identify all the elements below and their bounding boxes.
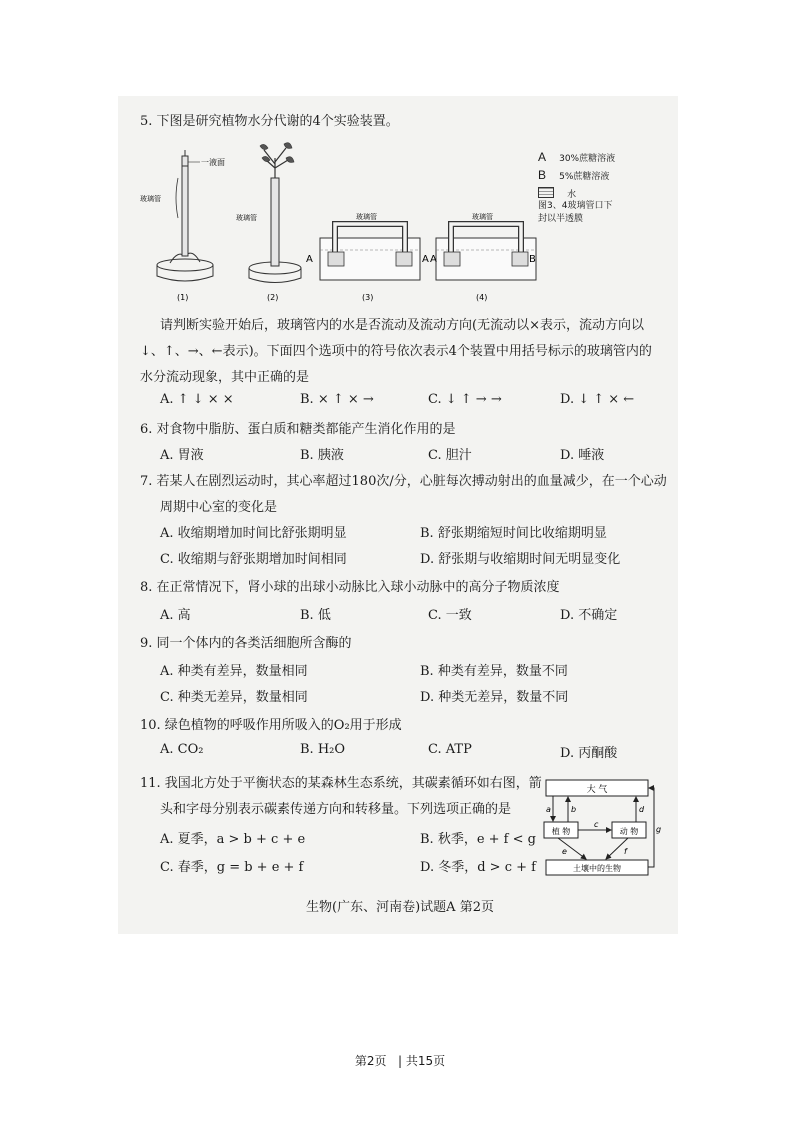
q7-stem-line2: 周期中心室的变化是 [160, 500, 278, 515]
q7-option-a[interactable]: A. 收缩期增加时间比舒张期明显 [160, 526, 347, 541]
glass-tube-label-4: 玻璃管 [472, 213, 493, 221]
q8-stem: 8. 在正常情况下，肾小球的出球小动脉比入球小动脉中的高分子物质浓度 [140, 580, 560, 595]
legend-a-key: A [538, 150, 547, 164]
a-label-4: A [430, 254, 437, 265]
q6-option-b[interactable]: B. 胰液 [300, 448, 344, 463]
arrow-f-label: f [624, 847, 627, 856]
q5-apparatus-figure [140, 138, 540, 308]
arrow-c-label: c [594, 820, 599, 829]
q10-option-d[interactable]: D. 丙酮酸 [560, 746, 618, 761]
carbon-cycle-diagram [536, 776, 660, 880]
caption-2: (2) [267, 293, 279, 302]
q11-stem-line2: 头和字母分别表示碳素传递方向和转移量。下列选项正确的是 [160, 802, 512, 817]
q6-option-c[interactable]: C. 胆汁 [428, 448, 472, 463]
legend-note-2: 封以半透膜 [538, 214, 584, 224]
q9-option-c[interactable]: C. 种类无差异，数量相同 [160, 690, 308, 705]
soil-label: 土壤中的生物 [573, 864, 621, 873]
q11-stem-line1: 11. 我国北方处于平衡状态的某森林生态系统，其碳素循环如右图，箭 [140, 776, 542, 791]
q11-option-c[interactable]: C. 春季，g = b + e + f [160, 860, 304, 875]
q10-option-a[interactable]: A. CO₂ [160, 742, 204, 757]
a-label-left: A [306, 254, 313, 265]
q5-desc-line2: ↓、↑、→、←表示)。下面四个选项中的符号依次表示4个装置中用括号标示的玻璃管内的 [140, 344, 652, 359]
q11-option-b[interactable]: B. 秋季，e + f < g [420, 832, 536, 847]
q9-option-d[interactable]: D. 种类无差异，数量不同 [420, 690, 569, 705]
q9-stem: 9. 同一个体内的各类活细胞所含酶的 [140, 636, 352, 651]
arrow-b-label: b [571, 805, 577, 814]
glass-tube-label-3: 玻璃管 [356, 213, 377, 221]
q9-option-a[interactable]: A. 种类有差异，数量相同 [160, 664, 308, 679]
legend-b-text: 5%蔗糖溶液 [559, 172, 610, 182]
q7-stem-line1: 7. 若某人在剧烈运动时，其心率超过180次/分，心脏每次搏动射出的血量减少，在一个心动 [140, 474, 667, 489]
q6-stem: 6. 对食物中脂肪、蛋白质和糖类都能产生消化作用的是 [140, 422, 456, 437]
q8-option-c[interactable]: C. 一致 [428, 608, 472, 623]
atmosphere-label: 大 气 [586, 785, 608, 795]
q8-option-a[interactable]: A. 高 [160, 608, 191, 623]
q5-option-b[interactable]: B. × ↑ × → [300, 392, 374, 407]
apparatus-1 [140, 150, 225, 281]
q5-option-d[interactable]: D. ↓ ↑ × ← [560, 392, 635, 407]
q5-desc-line1: 请判断实验开始后，玻璃管内的水是否流动及流动方向(无流动以×表示，流动方向以 [160, 318, 644, 333]
q5-option-c[interactable]: C. ↓ ↑ → → [428, 392, 502, 407]
animal-label: 动 物 [619, 827, 639, 836]
water-swatch [538, 187, 554, 198]
apparatus-2 [236, 143, 301, 283]
a-label-right: A [422, 254, 429, 265]
arrow-e-label: e [562, 847, 567, 856]
legend-b-key: B [538, 168, 547, 182]
q6-option-d[interactable]: D. 唾液 [560, 448, 605, 463]
caption-4: (4) [476, 293, 488, 302]
plant-label: 植 物 [551, 827, 571, 836]
arrow-g-label: g [656, 825, 662, 834]
q10-option-c[interactable]: C. ATP [428, 742, 472, 757]
glass-tube-label-2: 玻璃管 [236, 214, 257, 222]
caption-3: (3) [362, 293, 374, 302]
q10-stem: 10. 绿色植物的呼吸作用所吸入的O₂用于形成 [140, 718, 402, 733]
page-number: 第2页 | 共15页 [354, 1054, 446, 1068]
q8-option-d[interactable]: D. 不确定 [560, 608, 618, 623]
q10-option-b[interactable]: B. H₂O [300, 742, 346, 757]
q7-option-b[interactable]: B. 舒张期缩短时间比收缩期明显 [420, 526, 607, 541]
arrow-a-label: a [546, 805, 551, 814]
exam-footer: 生物(广东、河南卷)试题A 第2页 [306, 900, 494, 915]
apparatus-3 [306, 212, 429, 280]
liquid-level-label: 一液面 [201, 158, 225, 167]
glass-tube-label-1: 玻璃管 [140, 195, 161, 203]
q9-option-b[interactable]: B. 种类有差异，数量不同 [420, 664, 568, 679]
b-label-4: B [529, 254, 536, 265]
q5-legend [538, 146, 668, 224]
q5-option-a[interactable]: A. ↑ ↓ × × [160, 392, 234, 407]
q6-option-a[interactable]: A. 胃液 [160, 448, 204, 463]
q5-stem: 5. 下图是研究植物水分代谢的4个实验装置。 [140, 114, 399, 129]
caption-1: (1) [177, 293, 189, 302]
q11-option-a[interactable]: A. 夏季，a > b + c + e [160, 832, 306, 847]
legend-note-1: 图3、4玻璃管口下 [538, 201, 613, 211]
legend-water-text: 水 [567, 190, 577, 200]
legend-a-text: 30%蔗糖溶液 [559, 154, 616, 164]
q8-option-b[interactable]: B. 低 [300, 608, 331, 623]
q5-desc-line3: 水分流动现象，其中正确的是 [140, 370, 310, 385]
q7-option-c[interactable]: C. 收缩期与舒张期增加时间相同 [160, 552, 347, 567]
q11-option-d[interactable]: D. 冬季，d > c + f [420, 860, 536, 875]
q7-option-d[interactable]: D. 舒张期与收缩期时间无明显变化 [420, 552, 621, 567]
arrow-d-label: d [639, 805, 645, 814]
apparatus-4 [430, 212, 536, 280]
